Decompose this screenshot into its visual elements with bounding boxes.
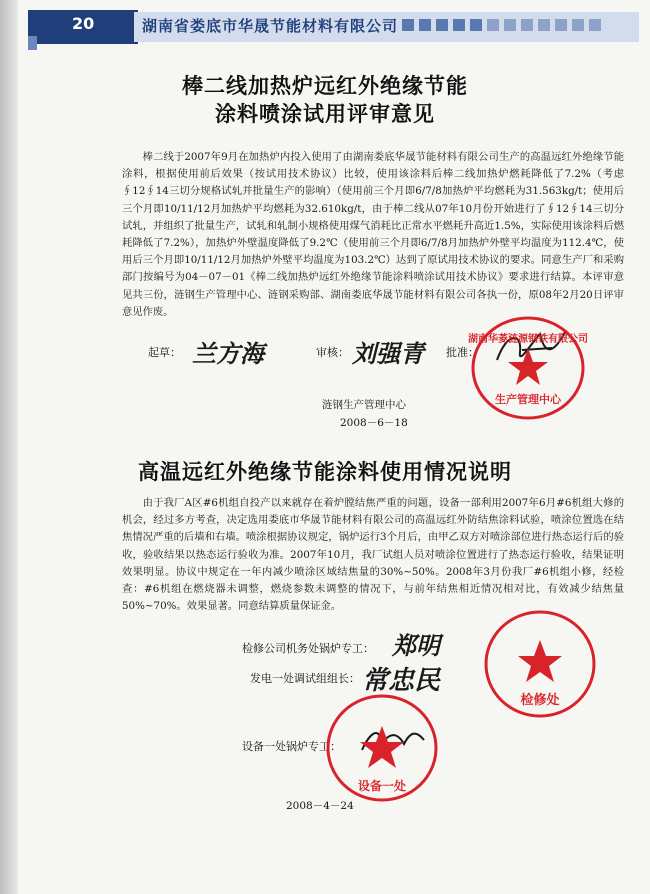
review-label: 审核： (316, 346, 349, 359)
sign2-label: 发电一处调试组组长： (250, 672, 360, 685)
doc1-date: 2008－6－18 (340, 417, 408, 429)
seal1-sub: 生产管理中心 (495, 393, 561, 406)
seal-maintenance-dept (476, 604, 606, 724)
header-accent-strip (28, 36, 37, 50)
sign2-signature: 常忠民 (362, 666, 441, 696)
doc2-body: 由于我厂A区#6机组自投产以来就存在着炉膛结焦严重的问题，设备一部利用2007年6月#6机组大修的机会，经过多方考查，决定选用娄底市华晟节能材料有限公司的高温远红外防结焦涂料试验，喷涂位置选在结焦情况严重的后墙和右墙。喷涂根据协议规定，锅炉运行3个月后，由甲乙双方对喷涂部位进行热态运行后的验收，验收结果以热态运行验收为准。2007年10月，我厂试组人员对喷涂位置进行了热态运行验收，结果证明效果明显。协议中规定在一年内减少喷涂区域结焦量的30%~50%。2008年3月份我厂#6机组小修，经检查：#6机组在燃烧器未调整，燃烧参数未调整的情况下，与前年结焦相近情况相对比，有效减少结焦量50%~70%。效果显著。同意结算质量保证金。 (122, 497, 624, 613)
draft-signature: 兰方海 (192, 339, 264, 368)
draft-label: 起草： (148, 346, 181, 359)
sign1-signature: 郑明 (392, 631, 440, 660)
doc2-date: 2008－4－24 (286, 800, 354, 812)
sign3-label: 设备一处锅炉专工： (242, 740, 341, 753)
page-edge-shadow (0, 0, 18, 894)
seal3-sub: 设备一处 (357, 779, 407, 793)
doc1-title (0, 72, 650, 128)
approve-label: 批准： (446, 346, 479, 359)
seal-equipment-dept (320, 690, 450, 810)
seal2-sub: 检修处 (520, 693, 560, 708)
page-header (0, 0, 650, 50)
doc1-body: 棒二线于2007年9月在加热炉内投入使用了由湖南娄底华晟节能材料有限公司生产的高温远红外绝缘节能涂料，根据使用前后效果（按试用技术协议）比较，使用该涂料后棒二线加热炉燃耗降低了7.2%（考虑∮12∮14三切分规格试轧并批量生产的影响）（使用前三个月即6/7/8加热炉平均燃耗为31.563kg/t；使用后三个月即10/11/12月加热炉平均燃耗为32.610kg/t，由于棒二线从07年10月份开始进行了∮12∮14三切分试轧，并组织了批量生产，试轧和轧制小规格使用煤气消耗比正常水平燃耗升高近1.5%，实际使用该涂料后燃耗降低了7.2%），加热炉外壁温度降低了9.2℃（使用前三个月即6/7/8月加热炉外壁平均温度为112.4℃，使用后三个月即10/11/12月加热炉外壁平均温度为103.2℃）达到了原试用技术协议的要求。同意生产厂和采购部门按编号为04－07－01《棒二线加热炉远红外绝缘节能涂料喷涂试用技术协议》要求进行结算。本评审意见共三份，涟钢生产管理中心、涟钢采购部、湖南娄底华晟节能材料有限公司各执一份，原08年2月20日评审意见作废。 (122, 151, 624, 318)
doc2-title: 高温远红外绝缘节能涂料使用情况说明 (138, 459, 512, 484)
doc1-title-line2: 涂料喷涂试用评审意见 (215, 101, 435, 126)
page-number: 20 (72, 14, 95, 33)
seal1-text: 湖南华菱涟源钢铁有限公司 (468, 334, 588, 345)
seal-steel-company (466, 310, 596, 430)
review-signature: 刘强青 (352, 339, 424, 368)
doc1-issuer: 涟钢生产管理中心 (322, 399, 406, 411)
header-decoration-squares (402, 19, 601, 31)
sign1-label: 检修公司机务处锅炉专工： (242, 642, 374, 655)
doc1-title-line1: 棒二线加热炉远红外绝缘节能 (182, 73, 468, 98)
company-name: 湖南省娄底市华晟节能材料有限公司 (142, 17, 399, 35)
